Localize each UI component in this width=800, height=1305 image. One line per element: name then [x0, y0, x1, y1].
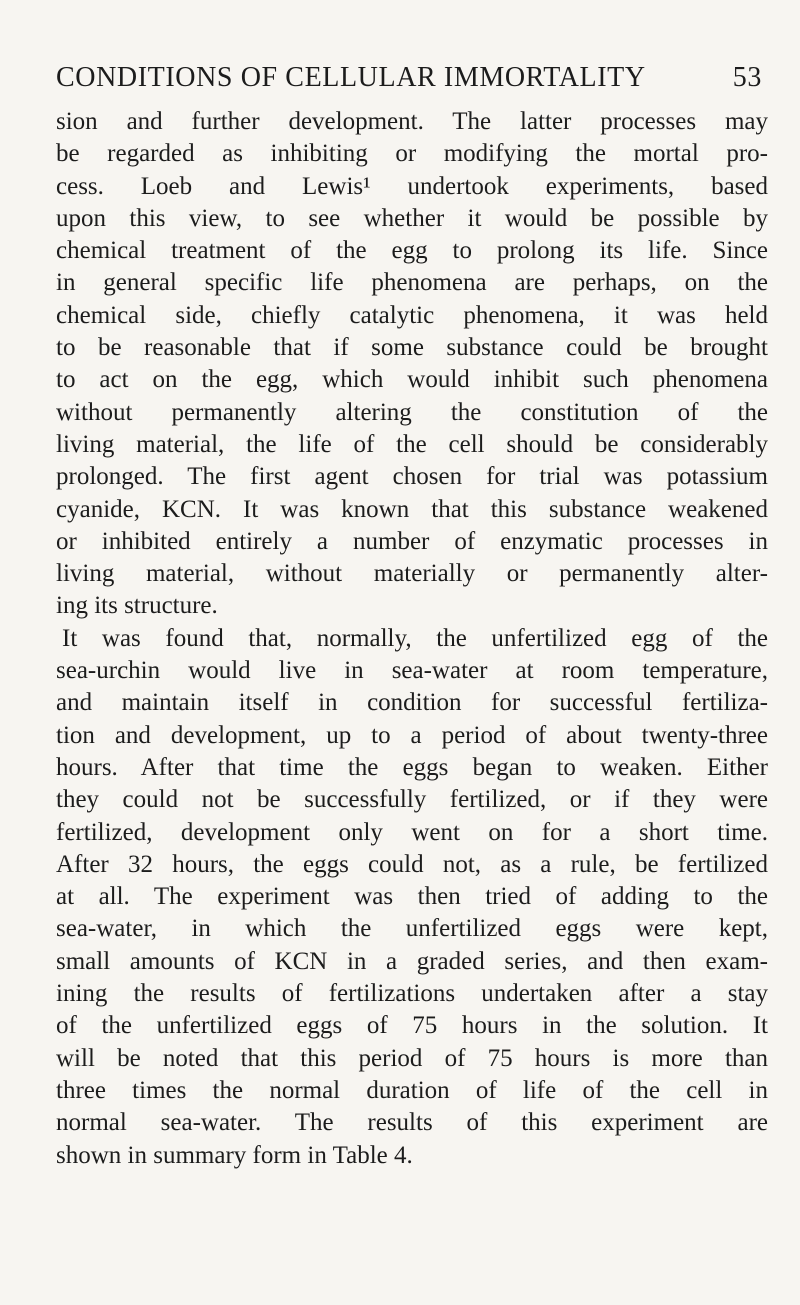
text-line: without permanently altering the constitution of the: [56, 398, 768, 426]
running-title: CONDITIONS OF CELLULAR IMMORTALITY: [56, 62, 646, 93]
text-line: sea-urchin would live in sea-water at room temperature,: [56, 657, 768, 685]
text-line: ining the results of fertilizations undertaken after a stay: [56, 980, 768, 1008]
text-line: chemical side, chiefly catalytic phenomena, it was held: [56, 301, 768, 329]
text-line: cyanide, KCN. It was known that this substance weakened: [56, 495, 768, 523]
text-line: ing its structure.: [56, 592, 218, 620]
text-line: upon this view, to see whether it would be possible by: [56, 204, 768, 232]
text-line: at all. The experiment was then tried of adding to the: [56, 883, 768, 911]
text-line: to act on the egg, which would inhibit such phenomena: [56, 366, 768, 394]
text-line: cess. Loeb and Lewis¹ undertook experiments, based: [56, 172, 768, 200]
running-head: [56, 60, 762, 96]
text-line: tion and development, up to a period of about twenty-three: [56, 721, 768, 749]
text-line: living material, without materially or permanently alter-: [56, 560, 768, 588]
text-line: sion and further development. The latter processes may: [56, 108, 768, 135]
text-line: small amounts of KCN in a graded series, and then exam-: [56, 947, 768, 975]
text-line: prolonged. The first agent chosen for trial was potassium: [56, 463, 768, 491]
text-line: shown in summary form in Table 4.: [56, 1141, 413, 1169]
text-line: It was found that, normally, the unfertilized egg of the: [62, 624, 768, 652]
text-line: fertilized, development only went on for a short time.: [56, 818, 768, 846]
page-number: 53: [732, 62, 762, 93]
text-line: to be reasonable that if some substance could be brought: [56, 334, 768, 362]
body-text: [56, 106, 768, 1172]
paragraph: [56, 106, 768, 623]
text-line: living material, the life of the cell should be considerably: [56, 430, 768, 458]
paragraph: [56, 623, 768, 1172]
text-line: they could not be successfully fertilized, or if they were: [56, 786, 768, 814]
text-line: be regarded as inhibiting or modifying the mortal pro-: [56, 140, 768, 168]
text-line: and maintain itself in condition for successful fertiliza-: [56, 689, 768, 717]
text-line: hours. After that time the eggs began to weaken. Either: [56, 753, 768, 781]
text-line: will be noted that this period of 75 hours is more than: [56, 1044, 768, 1072]
text-line: sea-water, in which the unfertilized eggs were kept,: [56, 915, 768, 943]
text-line: normal sea-water. The results of this experiment are: [56, 1109, 768, 1137]
text-line: of the unfertilized eggs of 75 hours in the solution. It: [56, 1012, 768, 1040]
text-line: three times the normal duration of life of the cell in: [56, 1076, 768, 1104]
text-line: or inhibited entirely a number of enzymatic processes in: [56, 527, 768, 555]
text-line: chemical treatment of the egg to prolong its life. Since: [56, 237, 768, 265]
text-line: in general specific life phenomena are perhaps, on the: [56, 269, 768, 297]
text-line: After 32 hours, the eggs could not, as a rule, be fertilized: [56, 850, 768, 878]
